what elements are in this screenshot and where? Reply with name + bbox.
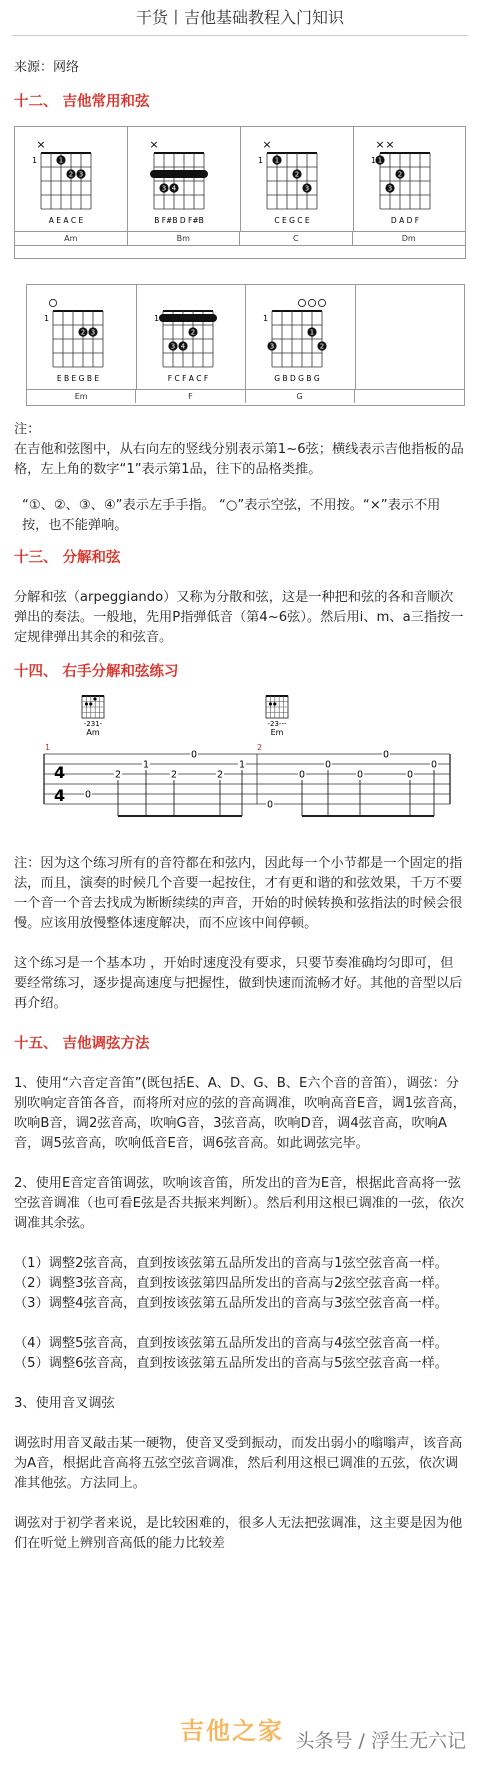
- tablature: [14, 690, 466, 840]
- tab-notes: [84, 748, 438, 816]
- watermark-author: 头条号 / 浮生无六记: [295, 1730, 466, 1752]
- svg-text:3: 3: [161, 184, 167, 193]
- source-line: 来源：网络: [14, 60, 80, 75]
- svg-text:×: ×: [36, 138, 46, 151]
- tab-chord-am-fingering: -231-: [83, 720, 103, 728]
- tab-chord-box-am: [82, 696, 104, 737]
- svg-text:1: 1: [274, 156, 280, 165]
- chord-fret-number: 1: [371, 156, 377, 165]
- svg-text:4: 4: [180, 342, 185, 351]
- watermark-logo-text: 吉他之家: [180, 1717, 284, 1745]
- measure-number-1: 1: [45, 743, 51, 752]
- tuning-method-1: 1、使用“六音定音笛”(既包括E、A、D、G、B、E六个音的音笛），调弦：分别吹响定音笛各音，而将所对应的弦的音高调准，吹响高音E音，调1弦音高，吹响B音，调2弦音高，吹响G音，3弦音高，吹响D音，调4弦音高，吹响A音，调5弦音高，吹响低音E音，调6弦音高。如此调弦完毕。: [14, 1076, 466, 1151]
- tuning-method-3: 3、使用音叉调弦: [14, 1396, 115, 1411]
- chord-note-names: C E G C E: [274, 216, 310, 225]
- chord-fret-number: 1: [258, 156, 264, 165]
- tab-note: 1: [142, 759, 150, 771]
- chord-fret-number: 1: [44, 314, 50, 323]
- tab-note: 0: [382, 749, 390, 761]
- chord-diagram-em: [27, 285, 137, 389]
- chord-diagram-bm: [128, 127, 241, 231]
- chord-caption: F: [136, 389, 245, 403]
- svg-text:2: 2: [319, 342, 325, 351]
- chord-fret-number: 1: [263, 314, 269, 323]
- chord-chart-row-2: [26, 284, 465, 406]
- chord-diagram-c: [241, 127, 354, 231]
- note-paragraph-2: “①、②、③、④”表示左手手指。 “○”表示空弦，不用按。“×”表示不用按，也不能弹响。: [22, 498, 441, 533]
- svg-text:3: 3: [304, 184, 310, 193]
- svg-text:3: 3: [90, 328, 96, 337]
- chord-note-names: G B D G B G: [274, 374, 320, 383]
- chord-diagram-am: [15, 127, 128, 231]
- chord-fret-number: 1: [153, 314, 159, 323]
- tab-staff: [44, 754, 450, 804]
- tuning-step: （5）调整6弦音高，直到按该弦第五品所发出的音高与5弦空弦音高一样。: [14, 1356, 448, 1371]
- chord-caption-empty: [355, 389, 464, 403]
- tuning-step: （2）调整3弦音高，直到按该弦第四品所发出的音高与2弦空弦音高一样。: [14, 1276, 448, 1291]
- tab-note: 0: [266, 799, 274, 811]
- tab-chord-em-name: Em: [270, 728, 284, 737]
- tuning-difficulty-paragraph: 调弦对于初学者来说，是比较困难的，很多人无法把弦调准，这主要是因为他们在听觉上辨别音高低的能力比较差: [14, 1516, 463, 1551]
- svg-text:1: 1: [58, 156, 64, 165]
- tab-note: 0: [356, 769, 364, 781]
- chord-caption: Em: [27, 389, 136, 403]
- svg-text:2: 2: [397, 170, 403, 179]
- watermark: [180, 1719, 470, 1759]
- note-label: 注：: [14, 422, 41, 437]
- section-14-paragraph: 这个练习是一个基本功 ，开始时速度没有要求，只要节奏准确均匀即可，但要经常练习，逐步提高速度与把握性，做到快速而流畅才好。其他的音型以后再介绍。: [14, 956, 463, 1011]
- svg-text:2: 2: [68, 170, 74, 179]
- section-12-heading: 十二、 吉他常用和弦: [14, 94, 150, 110]
- tab-note: 2: [114, 769, 122, 781]
- svg-text:1: 1: [377, 156, 383, 165]
- time-signature-bottom: 4: [54, 786, 66, 805]
- svg-text:2: 2: [190, 328, 195, 337]
- chord-note-names: F C F A C F: [167, 374, 208, 383]
- tuning-steps-group-2: [14, 1334, 466, 1374]
- tuning-step: （1）调整2弦音高，直到按该弦第五品所发出的音高与1弦空弦音高一样。: [14, 1256, 448, 1271]
- svg-text:4: 4: [171, 184, 177, 193]
- svg-text:×: ×: [385, 138, 395, 151]
- tab-note: 0: [190, 749, 198, 761]
- chord-note-names: A E A C E: [48, 216, 84, 225]
- svg-text:3: 3: [78, 170, 84, 179]
- svg-text:×: ×: [262, 138, 272, 151]
- chord-caption: C: [240, 231, 353, 245]
- chord-fret-number: 1: [32, 156, 38, 165]
- page-title: 干货丨吉他基础教程入门知识: [12, 0, 468, 36]
- tab-note: 2: [216, 769, 224, 781]
- chord-diagram-g: [246, 285, 356, 389]
- tab-note: 0: [430, 759, 438, 771]
- note-paragraph-1: 在吉他和弦图中，从右向左的竖线分别表示第1~6弦；横线表示吉他指板的品格，左上角的数字“1”表示第1品，往下的品格类推。: [14, 442, 464, 477]
- chord-chart-row-1: [14, 126, 466, 259]
- tab-note: 0: [324, 759, 332, 771]
- measure-number-2: 2: [257, 743, 263, 752]
- tuning-step: （4）调整5弦音高，直到按该弦第五品所发出的音高与4弦空弦音高一样。: [14, 1336, 448, 1351]
- svg-text:3: 3: [387, 184, 393, 193]
- chord-note-names: D A D F: [390, 216, 420, 225]
- tab-chord-box-em: [266, 696, 288, 737]
- section-14-note: 注：因为这个练习所有的音符都在和弦内，因此每一个小节都是一个固定的指法，而且，演奏的时候几个音要一起按住，才有更和谐的和弦效果，千万不要一个音一个音去找成为断断续续的声音，开始的时候转换和弦指法的时候会很慢。应该用放慢整体速度解决，而不应该中间停顿。: [14, 856, 463, 931]
- tab-chord-am-name: Am: [86, 728, 100, 737]
- time-signature-top: 4: [54, 763, 66, 782]
- svg-text:3: 3: [269, 342, 275, 351]
- chord-caption: Am: [15, 231, 128, 245]
- tab-chord-em-fingering: -23---: [267, 720, 287, 728]
- chord-diagram-dm: [354, 127, 467, 231]
- chord-caption: G: [246, 389, 355, 403]
- svg-text:×: ×: [149, 138, 159, 151]
- svg-text:2: 2: [294, 170, 300, 179]
- tuning-steps-group-1: [14, 1254, 466, 1314]
- tablature-svg: [14, 690, 466, 840]
- tab-note: 2: [170, 769, 178, 781]
- chord-diagram-empty: [356, 285, 465, 389]
- tab-note: 1: [238, 759, 246, 771]
- chord-caption: Bm: [128, 231, 241, 245]
- chord-note-names: E B E G B E: [56, 374, 100, 383]
- tuning-fork-paragraph: 调弦时用音叉敲击某一硬物，使音叉受到振动，而发出弱小的嗡嗡声，该音高为A音，根据此音高将五弦空弦音调准，然后利用这根已调准的五弦，依次调准其他弦。方法同上。: [14, 1436, 463, 1491]
- chord-caption: Dm: [353, 231, 466, 245]
- section-13-heading: 十三、 分解和弦: [14, 550, 121, 566]
- tab-note: 0: [406, 769, 414, 781]
- tuning-step: （3）调整4弦音高，直到按该弦第五品所发出的音高与3弦空弦音高一样。: [14, 1296, 448, 1311]
- tab-note: 0: [84, 789, 92, 801]
- section-13-paragraph: 分解和弦（arpeggiando）又称为分散和弦，这是一种把和弦的各和音顺次弹出的奏法。一般地，先用P指弹低音（第4~6弦）。然后用i、m、a三指按一定规律弹出其余的和弦音。: [14, 590, 464, 645]
- svg-text:1: 1: [309, 328, 315, 337]
- section-15-heading: 十五、 吉他调弦方法: [14, 1036, 150, 1052]
- chord-note-names: B F#B D F#B: [154, 216, 204, 225]
- svg-text:×: ×: [375, 138, 385, 151]
- svg-text:2: 2: [80, 328, 86, 337]
- svg-text:3: 3: [170, 342, 175, 351]
- tuning-method-2: 2、使用E音定音笛调弦，吹响该音笛，所发出的音为E音，根据此音高将一弦空弦音调准（也可看E弦是否共振来判断）。然后利用这根已调准的一弦，依次调准其余弦。: [14, 1176, 465, 1231]
- tab-note: 0: [298, 769, 306, 781]
- chord-diagram-f: [137, 285, 247, 389]
- section-14-heading: 十四、 右手分解和弦练习: [14, 664, 179, 680]
